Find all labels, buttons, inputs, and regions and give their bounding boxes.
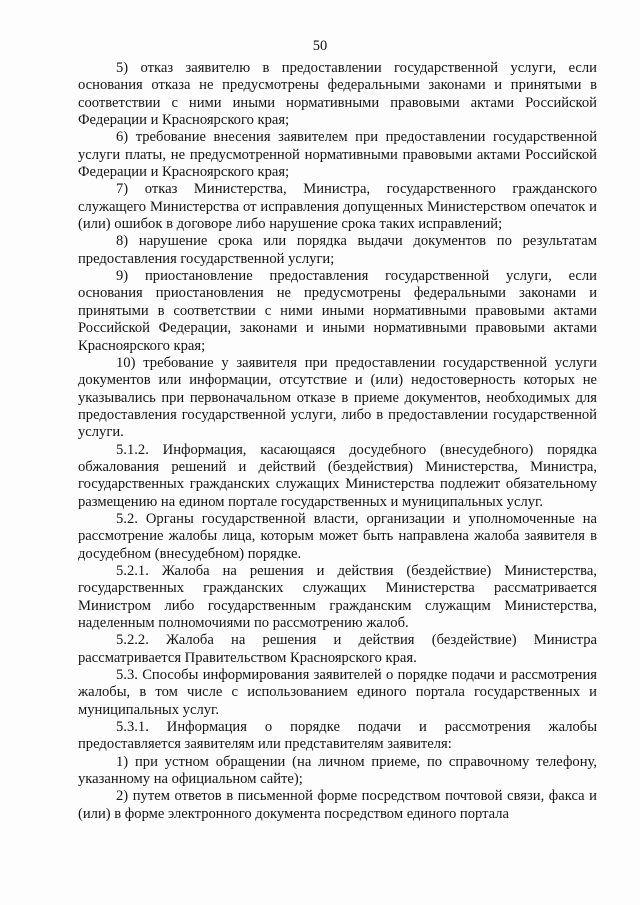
paragraph-item-5-refusal: 5) отказ заявителю в предоставлении государственной услуги, если основания отказа не предусмотрены федеральными законами и принятыми в соответствии с ними иными нормативными правовыми актами Российской Федерации и Красноярского края; xyxy=(78,60,597,129)
paragraph-5-3: 5.3. Способы информирования заявителей о порядке подачи и рассмотрения жалобы, в том числе с использованием единого портала государственных и муниципальных услуг. xyxy=(78,667,597,718)
paragraph-item-8-deadline-violation: 8) нарушение срока или порядка выдачи документов по результатам предоставления государственной услуги; xyxy=(78,233,597,267)
paragraph-5-2-1: 5.2.1. Жалоба на решения и действия (бездействие) Министерства, государственных гражданских служащих Министерства рассматривается Министром либо государственным гражданским служащим Министерства, наделенным полномочиями по рассмотрению жалоб. xyxy=(78,562,597,631)
document-body xyxy=(78,60,597,823)
paragraph-item-2-written-answer: 2) путем ответов в письменной форме посредством почтовой связи, факса и (или) в форме электронного документа посредством единого портала xyxy=(78,788,597,822)
paragraph-item-9-suspension: 9) приостановление предоставления государственной услуги, если основания приостановления не предусмотрены федеральными законами и принятыми в соответствии с ними иными нормативными правовыми актами Российской Федерации, законами и иными нормативными правовыми актами Красноярского края; xyxy=(78,268,597,354)
paragraph-5-2: 5.2. Органы государственной власти, организации и уполномоченные на рассмотрение жалобы лица, которым может быть направлена жалоба заявителя в досудебном (внесудебном) порядке. xyxy=(78,510,597,562)
paragraph-item-1-oral-request: 1) при устном обращении (на личном приеме, по справочному телефону, указанному на официальном сайте); xyxy=(78,753,597,788)
paragraph-5-3-1: 5.3.1. Информация о порядке подачи и рассмотрения жалобы предоставляется заявителям или представителям заявителя: xyxy=(78,719,597,753)
paragraph-item-6-fee-requirement: 6) требование внесения заявителем при предоставлении государственной услуги платы, не предусмотренной нормативными правовыми актами Российской Федерации и Красноярского края; xyxy=(78,129,597,181)
paragraph-5-2-2: 5.2.2. Жалоба на решения и действия (бездействие) Министра рассматривается Правительством Красноярского края. xyxy=(78,632,597,666)
page-number: 50 xyxy=(312,38,328,54)
paragraph-item-10-documents-requirement: 10) требование у заявителя при предоставлении государственной услуги документов или информации, отсутствие и (или) недостоверность которых не указывались при первоначальном отказе в приеме документов, необходимых для предоставления государственной услуги, либо в предоставлении государственной услуги. xyxy=(78,354,597,441)
paragraph-5-1-2: 5.1.2. Информация, касающаяся досудебного (внесудебного) порядка обжалования решений и действий (бездействия) Министерства, Министра, государственных гражданских служащих Министерства подлежит обязательному размещению на едином портале государственных и муниципальных услуг. xyxy=(78,441,597,510)
paragraph-item-7-correction-refusal: 7) отказ Министерства, Министра, государственного гражданского служащего Министерства от исправления допущенных Министерством опечаток и (или) ошибок в договоре либо нарушение срока таких исправлений; xyxy=(78,181,597,233)
